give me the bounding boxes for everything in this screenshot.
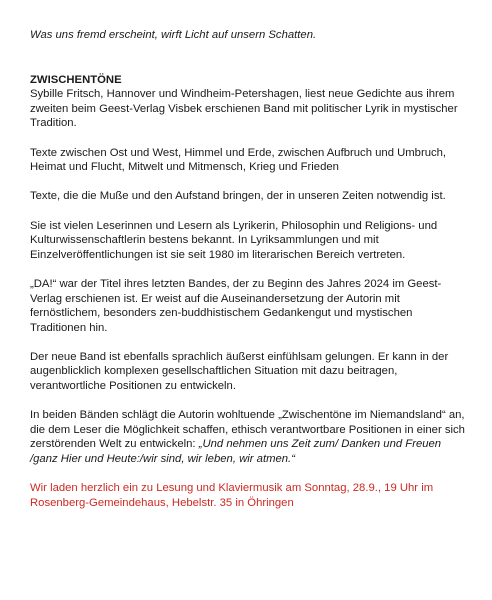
paragraph-author-bio: Sie ist vielen Leserinnen und Lesern als Lyrikerin, Philosophin und Religions- und Kulturwissenschaftlerin bestens bekannt. In Lyriksammlungen und mit Einzelveröffentlichungen ist sie seit 1980 im literarischen Bereich vertreten. (30, 219, 438, 261)
paragraph-closing (30, 408, 470, 466)
heading: ZWISCHENTÖNE (30, 73, 122, 86)
document-page (30, 28, 470, 510)
motto: Was uns fremd erscheint, wirft Licht auf unsern Schatten. (30, 29, 317, 41)
paragraph-intro: Sybille Fritsch, Hannover und Windheim-Petershagen, liest neue Gedichte aus ihrem zweiten beim Geest-Verlag Visbek erschienen Band mit politischer Lyrik in mystischer Tradition. (30, 88, 458, 130)
paragraph-new-book: Der neue Band ist ebenfalls sprachlich äußerst einfühlsam gelungen. Er kann in der augenblicklich komplexen gesellschaftlichen Situation mit dazu beitragen, verantwortliche Positionen zu entwickeln. (30, 350, 449, 393)
paragraph-themes: Texte zwischen Ost und West, Himmel und Erde, zwischen Aufbruch und Umbruch, Heimat und Flucht, Mitwelt und Mitmensch, Krieg und Frieden (30, 146, 447, 174)
closing-quote: „Und nehmen uns Zeit zum/ Danken und Freuen /ganz Hier und Heute:/wir sind, wir leben, wir atmen.“ (30, 438, 442, 466)
closing-text: In beiden Bänden schlägt die Autorin wohltuende „Zwischentöne im Niemandsland“ an, die dem Leser die Möglichkeit schaffen, ethisch verantwortbare Positionen in einer sich zerstörenden Welt zu entwickeln: (30, 409, 465, 451)
paragraph-texts: Texte, die die Muße und den Aufstand bringen, der in unseren Zeiten notwendig ist. (30, 190, 446, 203)
paragraph-previous-book: „DA!“ war der Titel ihres letzten Bandes, der zu Beginn des Jahres 2024 im Geest-Verlag erschienen ist. Er weist auf die Auseinandersetzung der Autorin mit fernöstlichem, besonders zen-buddhistischem Gedankengut und mystischen Traditionen hin. (30, 277, 442, 334)
invitation-text: Wir laden herzlich ein zu Lesung und Klaviermusik am Sonntag, 28.9., 19 Uhr im Rosenberg-Gemeindehaus, Hebelstr. 35 in Öhringen (30, 482, 434, 509)
